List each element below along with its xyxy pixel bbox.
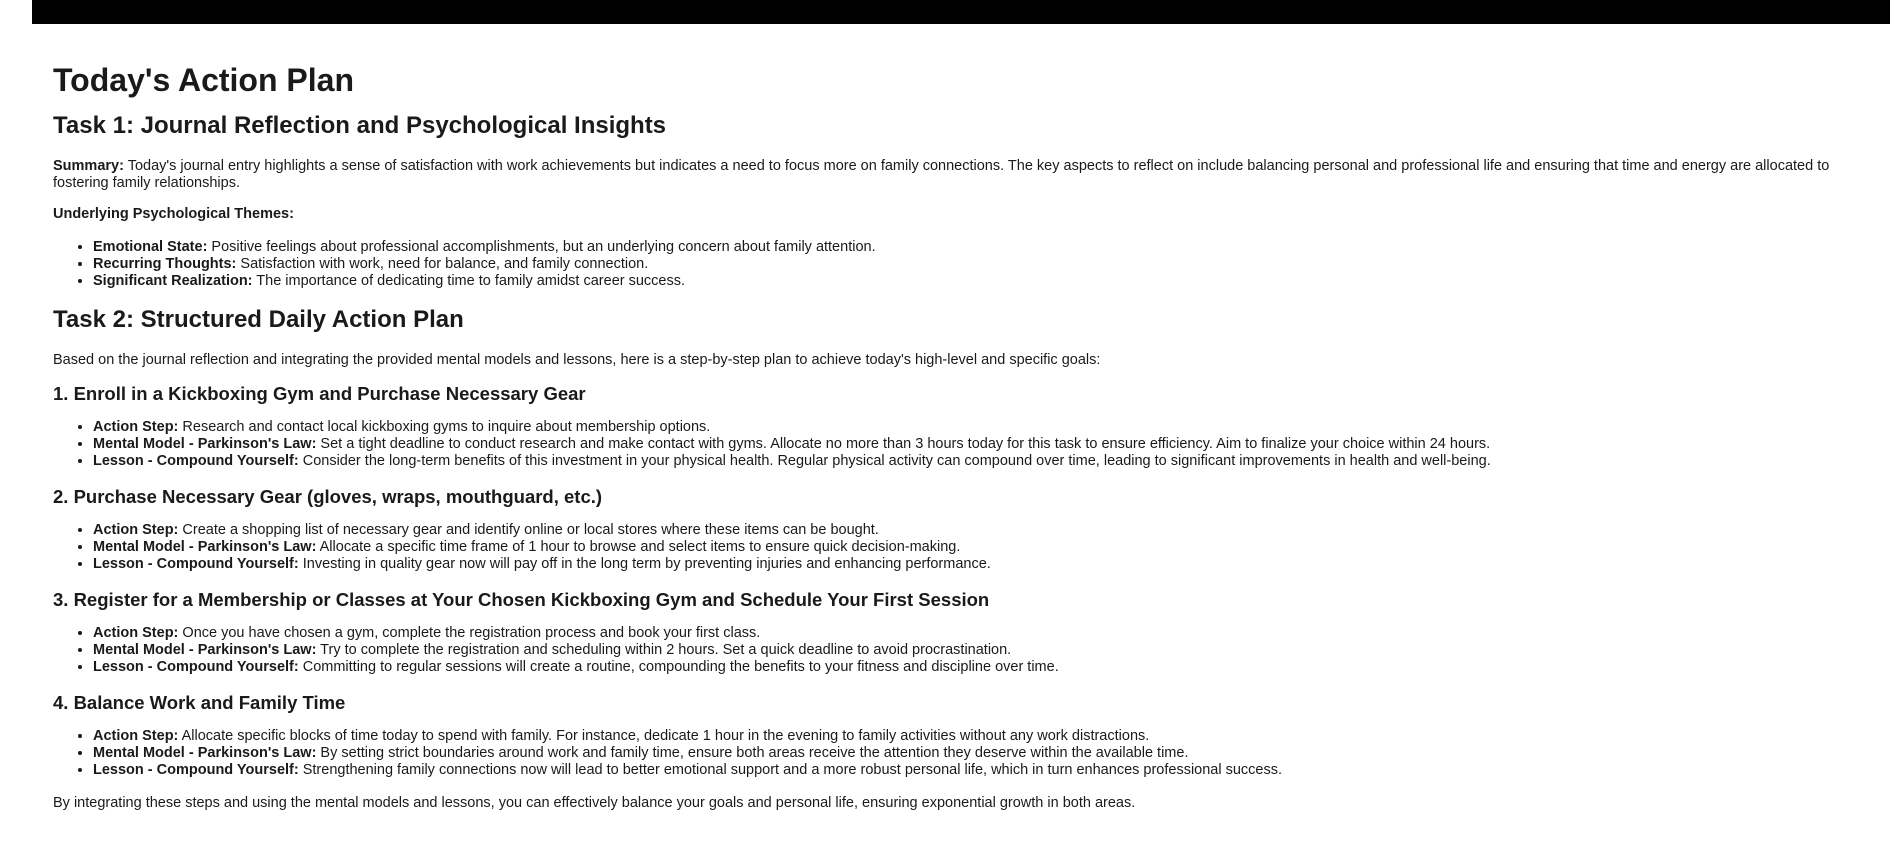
list-item (93, 522, 1888, 539)
item-text: Allocate a specific time frame of 1 hour to browse and select items to ensure quick decision-making. (316, 539, 961, 555)
item-label: Emotional State: (93, 239, 208, 255)
section-heading: 3. Register for a Membership or Classes at Your Chosen Kickboxing Gym and Schedule Your First Session (53, 589, 990, 610)
item-label: Mental Model - Parkinson's Law: (93, 436, 317, 452)
themes-list (53, 239, 1888, 290)
conclusion-paragraph: By integrating these steps and using the mental models and lessons, you can effectively balance your goals and personal life, ensuring exponential growth in both areas. (53, 795, 1136, 811)
list-item (93, 239, 1888, 256)
item-text: Committing to regular sessions will create a routine, compounding the benefits to your fitness and discipline over time. (298, 659, 1059, 675)
list-item (93, 556, 1888, 573)
item-text: Allocate specific blocks of time today to spend with family. For instance, dedicate 1 hour in the evening to family activities without any work distractions. (178, 728, 1150, 744)
section-list (53, 625, 1888, 676)
item-label: Mental Model - Parkinson's Law: (93, 745, 317, 761)
list-item (93, 273, 1888, 290)
list-item (93, 745, 1888, 762)
item-label: Lesson - Compound Yourself: (93, 453, 299, 469)
section-list (53, 419, 1888, 470)
item-label: Action Step: (93, 419, 179, 435)
item-text: Once you have chosen a gym, complete the registration process and book your first class. (178, 625, 761, 641)
summary-text: Today's journal entry highlights a sense of satisfaction with work achievements but indicates a need to focus more on family connections. The key aspects to reflect on include balancing personal and professional life and ensuring that time and energy are allocated to fostering family relationships. (53, 158, 1830, 191)
summary-label: Summary: (53, 158, 124, 174)
item-text: Research and contact local kickboxing gyms to inquire about membership options. (178, 419, 711, 435)
list-item (93, 728, 1888, 745)
item-text: Set a tight deadline to conduct research and make contact with gyms. Allocate no more than 3 hours today for this task to ensure efficiency. Aim to finalize your choice within 24 hours. (316, 436, 1491, 452)
item-label: Mental Model - Parkinson's Law: (93, 642, 317, 658)
item-text: Positive feelings about professional accomplishments, but an underlying concern about family attention. (207, 239, 876, 255)
item-text: Satisfaction with work, need for balance, and family connection. (236, 256, 649, 272)
page-title: Today's Action Plan (53, 62, 354, 98)
document-content (53, 52, 1888, 826)
task1-heading: Task 1: Journal Reflection and Psychological Insights (53, 112, 667, 139)
list-item (93, 539, 1888, 556)
list-item (93, 256, 1888, 273)
item-text: Consider the long-term benefits of this investment in your physical health. Regular physical activity can compound over time, leading to significant improvements in health and well-being. (298, 453, 1491, 469)
themes-label: Underlying Psychological Themes: (53, 206, 294, 222)
item-text: Try to complete the registration and scheduling within 2 hours. Set a quick deadline to avoid procrastination. (316, 642, 1012, 658)
section-list (53, 522, 1888, 573)
section-heading: 1. Enroll in a Kickboxing Gym and Purchase Necessary Gear (53, 383, 586, 404)
section-list (53, 728, 1888, 779)
list-item (93, 625, 1888, 642)
item-text: Create a shopping list of necessary gear and identify online or local stores where these items can be bought. (178, 522, 879, 538)
item-text: Investing in quality gear now will pay off in the long term by preventing injuries and enhancing performance. (298, 556, 991, 572)
item-label: Lesson - Compound Yourself: (93, 659, 299, 675)
list-item (93, 436, 1888, 453)
list-item (93, 642, 1888, 659)
item-text: By setting strict boundaries around work and family time, ensure both areas receive the attention they deserve within the available time. (316, 745, 1189, 761)
task2-intro: Based on the journal reflection and integrating the provided mental models and lessons, here is a step-by-step plan to achieve today's high-level and specific goals: (53, 352, 1101, 368)
item-text: Strengthening family connections now will lead to better emotional support and a more robust personal life, which in turn enhances professional success. (298, 762, 1283, 778)
item-label: Mental Model - Parkinson's Law: (93, 539, 317, 555)
item-label: Recurring Thoughts: (93, 256, 237, 272)
task2-heading: Task 2: Structured Daily Action Plan (53, 306, 464, 333)
item-label: Action Step: (93, 522, 179, 538)
top-bar (32, 0, 1890, 24)
item-text: The importance of dedicating time to family amidst career success. (252, 273, 686, 289)
list-item (93, 762, 1888, 779)
section-heading: 4. Balance Work and Family Time (53, 692, 346, 713)
item-label: Action Step: (93, 625, 179, 641)
item-label: Action Step: (93, 728, 179, 744)
item-label: Lesson - Compound Yourself: (93, 762, 299, 778)
item-label: Lesson - Compound Yourself: (93, 556, 299, 572)
item-label: Significant Realization: (93, 273, 253, 289)
list-item (93, 453, 1888, 470)
list-item (93, 659, 1888, 676)
list-item (93, 419, 1888, 436)
summary-paragraph (53, 158, 1888, 192)
section-heading: 2. Purchase Necessary Gear (gloves, wraps, mouthguard, etc.) (53, 486, 603, 507)
